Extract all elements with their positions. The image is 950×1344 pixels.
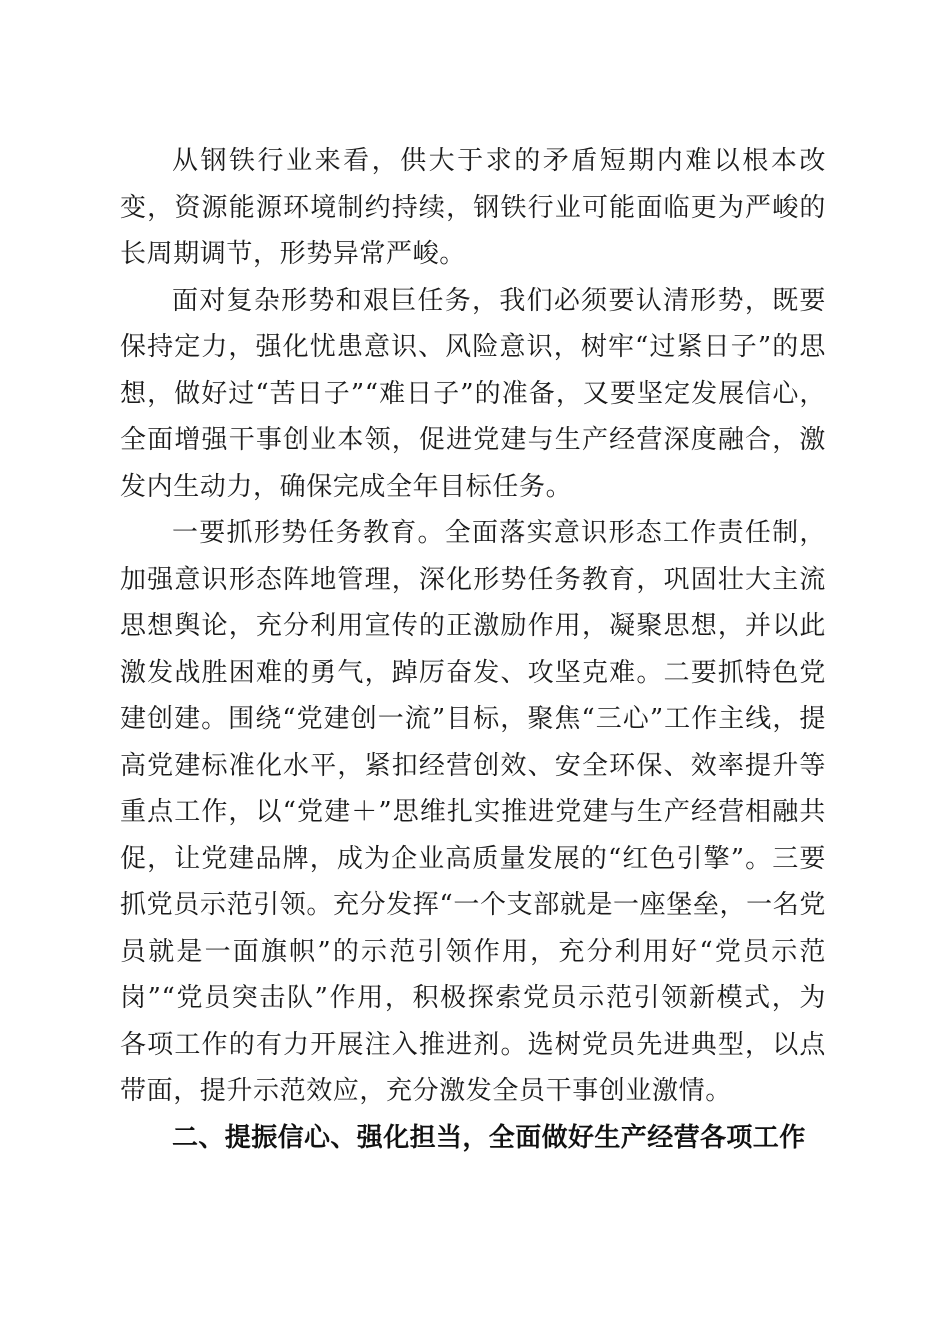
section-heading: 二、提振信心、强化担当，全面做好生产经营各项工作 (172, 1122, 806, 1153)
paragraph-situation-tasks: 面对复杂形势和艰巨任务，我们必须要认清形势，既要保持定力，强化忧患意识、风险意识，树牢“过紧日子”的思想，做好过“苦日子”“难日子”的准备，又要坚定发展信心，全面增强干事创业本领，促进党建与生产经营深度融合，激发内生动力，确保完成全年目标任务。 (120, 285, 826, 502)
document-body (120, 138, 826, 1161)
paragraph-three-requirements: 一要抓形势任务教育。全面落实意识形态工作责任制，加强意识形态阵地管理，深化形势任务教育，巩固壮大主流思想舆论，充分利用宣传的正激励作用，凝聚思想，并以此激发战胜困难的勇气，踔厉奋发、攻坚克难。二要抓特色党建创建。围绕“党建创一流”目标，聚焦“三心”工作主线，提高党建标准化水平，紧扣经营创效、安全环保、效率提升等重点工作，以“党建＋”思维扎实推进党建与生产经营相融共促，让党建品牌，成为企业高质量发展的“红色引擎”。三要抓党员示范引领。充分发挥“一个支部就是一座堡垒，一名党员就是一面旗帜”的示范引领作用，充分利用好“党员示范岗”“党员突击队”作用，积极探索党员示范引领新模式，为各项工作的有力开展注入推进剂。选树党员先进典型，以点带面，提升示范效应，充分激发全员干事创业激情。 (120, 518, 826, 1106)
paragraph-steel-industry: 从钢铁行业来看，供大于求的矛盾短期内难以根本改变，资源能源环境制约持续，钢铁行业可能面临更为严峻的长周期调节，形势异常严峻。 (120, 146, 826, 269)
